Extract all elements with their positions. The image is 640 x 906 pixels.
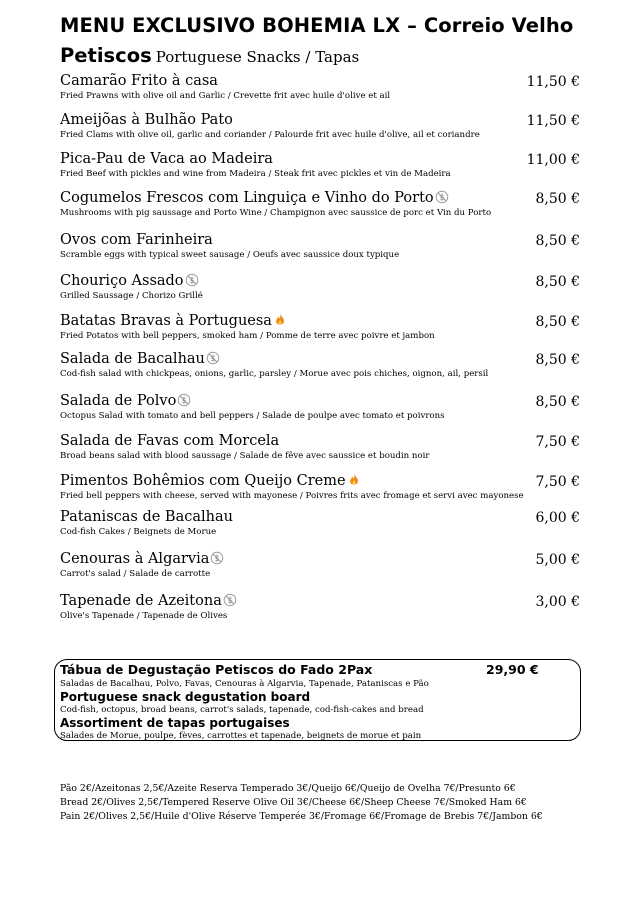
menu-item-name-text: Ameijõas à Bulhão Pato bbox=[60, 112, 233, 128]
gluten-free-icon bbox=[223, 593, 237, 607]
menu-item-name-text: Camarão Frito à casa bbox=[60, 73, 218, 89]
menu-item-price: 7,50 € bbox=[535, 474, 580, 490]
tasting-board-title-en: Portuguese snack degustation board bbox=[60, 690, 311, 704]
menu-item-description: Cod-fish salad with chickpeas, onions, garlic, parsley / Morue avec pois chiches, oignon, ail, persil bbox=[60, 369, 489, 379]
menu-item-price: 8,50 € bbox=[535, 314, 580, 330]
menu-item-description: Grilled Saussage / Chorizo Grillé bbox=[60, 291, 203, 301]
menu-item-name bbox=[60, 72, 580, 90]
menu-item bbox=[60, 592, 580, 622]
menu-item-price: 6,00 € bbox=[535, 510, 580, 526]
menu-item-name bbox=[60, 231, 580, 249]
menu-item bbox=[60, 231, 580, 261]
menu-item-name-text: Chouriço Assado bbox=[60, 273, 184, 289]
spicy-icon bbox=[273, 313, 287, 327]
menu-item-name-text: Pimentos Bohêmios com Queijo Creme bbox=[60, 473, 346, 489]
menu-item bbox=[60, 72, 580, 102]
menu-item-price: 11,50 € bbox=[526, 74, 580, 90]
gluten-free-icon bbox=[177, 393, 191, 407]
menu-item-name bbox=[60, 189, 580, 207]
menu-item bbox=[60, 150, 580, 180]
menu-item bbox=[60, 350, 580, 380]
section-header bbox=[60, 44, 359, 67]
menu-item-description: Broad beans salad with blood saussage / Salade de fêve avec saussice et boudin noir bbox=[60, 451, 430, 461]
menu-item-price: 8,50 € bbox=[535, 352, 580, 368]
tasting-board-desc-pt: Saladas de Bacalhau, Polvo, Favas, Cenouras à Algarvia, Tapenade, Pataniscas e Pão bbox=[60, 679, 429, 689]
menu-item-name bbox=[60, 550, 580, 568]
menu-item-description: Fried Beef with pickles and wine from Madeira / Steak frit avec pickles et vin de Madeira bbox=[60, 169, 451, 179]
menu-item-name bbox=[60, 272, 580, 290]
menu-item bbox=[60, 392, 580, 422]
menu-item-name-text: Salada de Polvo bbox=[60, 393, 177, 409]
extras-fr: Pain 2€/Olives 2,5€/Huile d'Olive Réserve Temperée 3€/Fromage 6€/Fromage de Brebis 7€/Jambon 6€ bbox=[60, 811, 543, 822]
menu-item-name-text: Tapenade de Azeitona bbox=[60, 593, 222, 609]
menu-item-price: 11,00 € bbox=[526, 152, 580, 168]
menu-item-price: 11,50 € bbox=[526, 113, 580, 129]
menu-title: MENU EXCLUSIVO BOHEMIA LX – Correio Velho bbox=[60, 14, 574, 37]
extras-pt: Pão 2€/Azeitonas 2,5€/Azeite Reserva Temperado 3€/Queijo 6€/Queijo de Ovelha 7€/Presunto 6€ bbox=[60, 783, 516, 794]
menu-item bbox=[60, 508, 580, 538]
menu-item-name-text: Cenouras à Algarvia bbox=[60, 551, 210, 567]
menu-item bbox=[60, 312, 580, 342]
gluten-free-icon bbox=[435, 190, 449, 204]
menu-item-price: 8,50 € bbox=[535, 191, 580, 207]
menu-item-name-text: Ovos com Farinheira bbox=[60, 232, 213, 248]
menu-item-price: 3,00 € bbox=[535, 594, 580, 610]
tasting-board-desc-fr: Salades de Morue, poulpe, fèves, carrottes et tapenade, beignets de morue et pain bbox=[60, 731, 422, 741]
menu-item-name-text: Pica-Pau de Vaca ao Madeira bbox=[60, 151, 273, 167]
menu-item-name-text: Pataniscas de Bacalhau bbox=[60, 509, 233, 525]
menu-item-price: 8,50 € bbox=[535, 233, 580, 249]
menu-item-description: Carrot's salad / Salade de carrotte bbox=[60, 569, 211, 579]
menu-item bbox=[60, 432, 580, 462]
menu-item-name bbox=[60, 508, 580, 526]
gluten-free-icon bbox=[206, 351, 220, 365]
menu-item-description: Octopus Salad with tomato and bell peppers / Salade de poulpe avec tomato et poivrons bbox=[60, 411, 445, 421]
tasting-board-price: 29,90 € bbox=[486, 662, 539, 677]
menu-item-description: Cod-fish Cakes / Beignets de Morue bbox=[60, 527, 217, 537]
tasting-board-title-fr: Assortiment de tapas portugaises bbox=[60, 716, 290, 730]
menu-item-name bbox=[60, 392, 580, 410]
gluten-free-icon bbox=[210, 551, 224, 565]
menu-item-name-text: Cogumelos Frescos com Linguiça e Vinho do Porto bbox=[60, 190, 434, 206]
extras-en: Bread 2€/Olives 2,5€/Tempered Reserve Olive Oil 3€/Cheese 6€/Sheep Cheese 7€/Smoked Ham 6€ bbox=[60, 797, 527, 808]
menu-item-description: Fried Clams with olive oil, garlic and coriander / Palourde frit avec huile d'olive, ail et coriandre bbox=[60, 130, 480, 140]
menu-item-description: Scramble eggs with typical sweet sausage / Oeufs avec saussice doux typique bbox=[60, 250, 400, 260]
menu-item-name-text: Salada de Favas com Morcela bbox=[60, 433, 280, 449]
menu-item-name bbox=[60, 150, 580, 168]
section-subtitle: Portuguese Snacks / Tapas bbox=[155, 48, 360, 66]
menu-item bbox=[60, 189, 580, 219]
section-title: Petiscos bbox=[60, 44, 152, 67]
menu-item-price: 8,50 € bbox=[535, 394, 580, 410]
menu-item-description: Fried Prawns with olive oil and Garlic / Crevette frit avec huile d'olive et ail bbox=[60, 91, 391, 101]
menu-item-name bbox=[60, 312, 580, 330]
menu-item-name bbox=[60, 432, 580, 450]
menu-item-description: Fried bell peppers with cheese, served with mayonese / Poivres frits avec fromage et servi avec mayonese bbox=[60, 491, 524, 501]
menu-item-name-text: Batatas Bravas à Portuguesa bbox=[60, 313, 272, 329]
spicy-icon bbox=[347, 473, 361, 487]
menu-item-name bbox=[60, 350, 580, 368]
menu-item-name bbox=[60, 592, 580, 610]
tasting-board-desc-en: Cod-fish, octopus, broad beans, carrot's salads, tapenade, cod-fish-cakes and bread bbox=[60, 705, 424, 715]
menu-item-description: Fried Potatos with bell peppers, smoked ham / Pomme de terre avec poivre et jambon bbox=[60, 331, 435, 341]
menu-item-name bbox=[60, 111, 580, 129]
menu-item-name-text: Salada de Bacalhau bbox=[60, 351, 205, 367]
menu-item-name bbox=[60, 472, 580, 490]
menu-item-price: 7,50 € bbox=[535, 434, 580, 450]
menu-item-description: Olive's Tapenade / Tapenade de Olives bbox=[60, 611, 228, 621]
menu-item bbox=[60, 272, 580, 302]
menu-item-price: 8,50 € bbox=[535, 274, 580, 290]
gluten-free-icon bbox=[185, 273, 199, 287]
tasting-board-title: Tábua de Degustação Petiscos do Fado 2Pax bbox=[60, 662, 373, 677]
menu-item bbox=[60, 111, 580, 141]
menu-item bbox=[60, 472, 580, 502]
menu-item-description: Mushrooms with pig saussage and Porto Wine / Champignon avec saussice de porc et Vin du Porto bbox=[60, 208, 492, 218]
menu-item bbox=[60, 550, 580, 580]
menu-item-price: 5,00 € bbox=[535, 552, 580, 568]
